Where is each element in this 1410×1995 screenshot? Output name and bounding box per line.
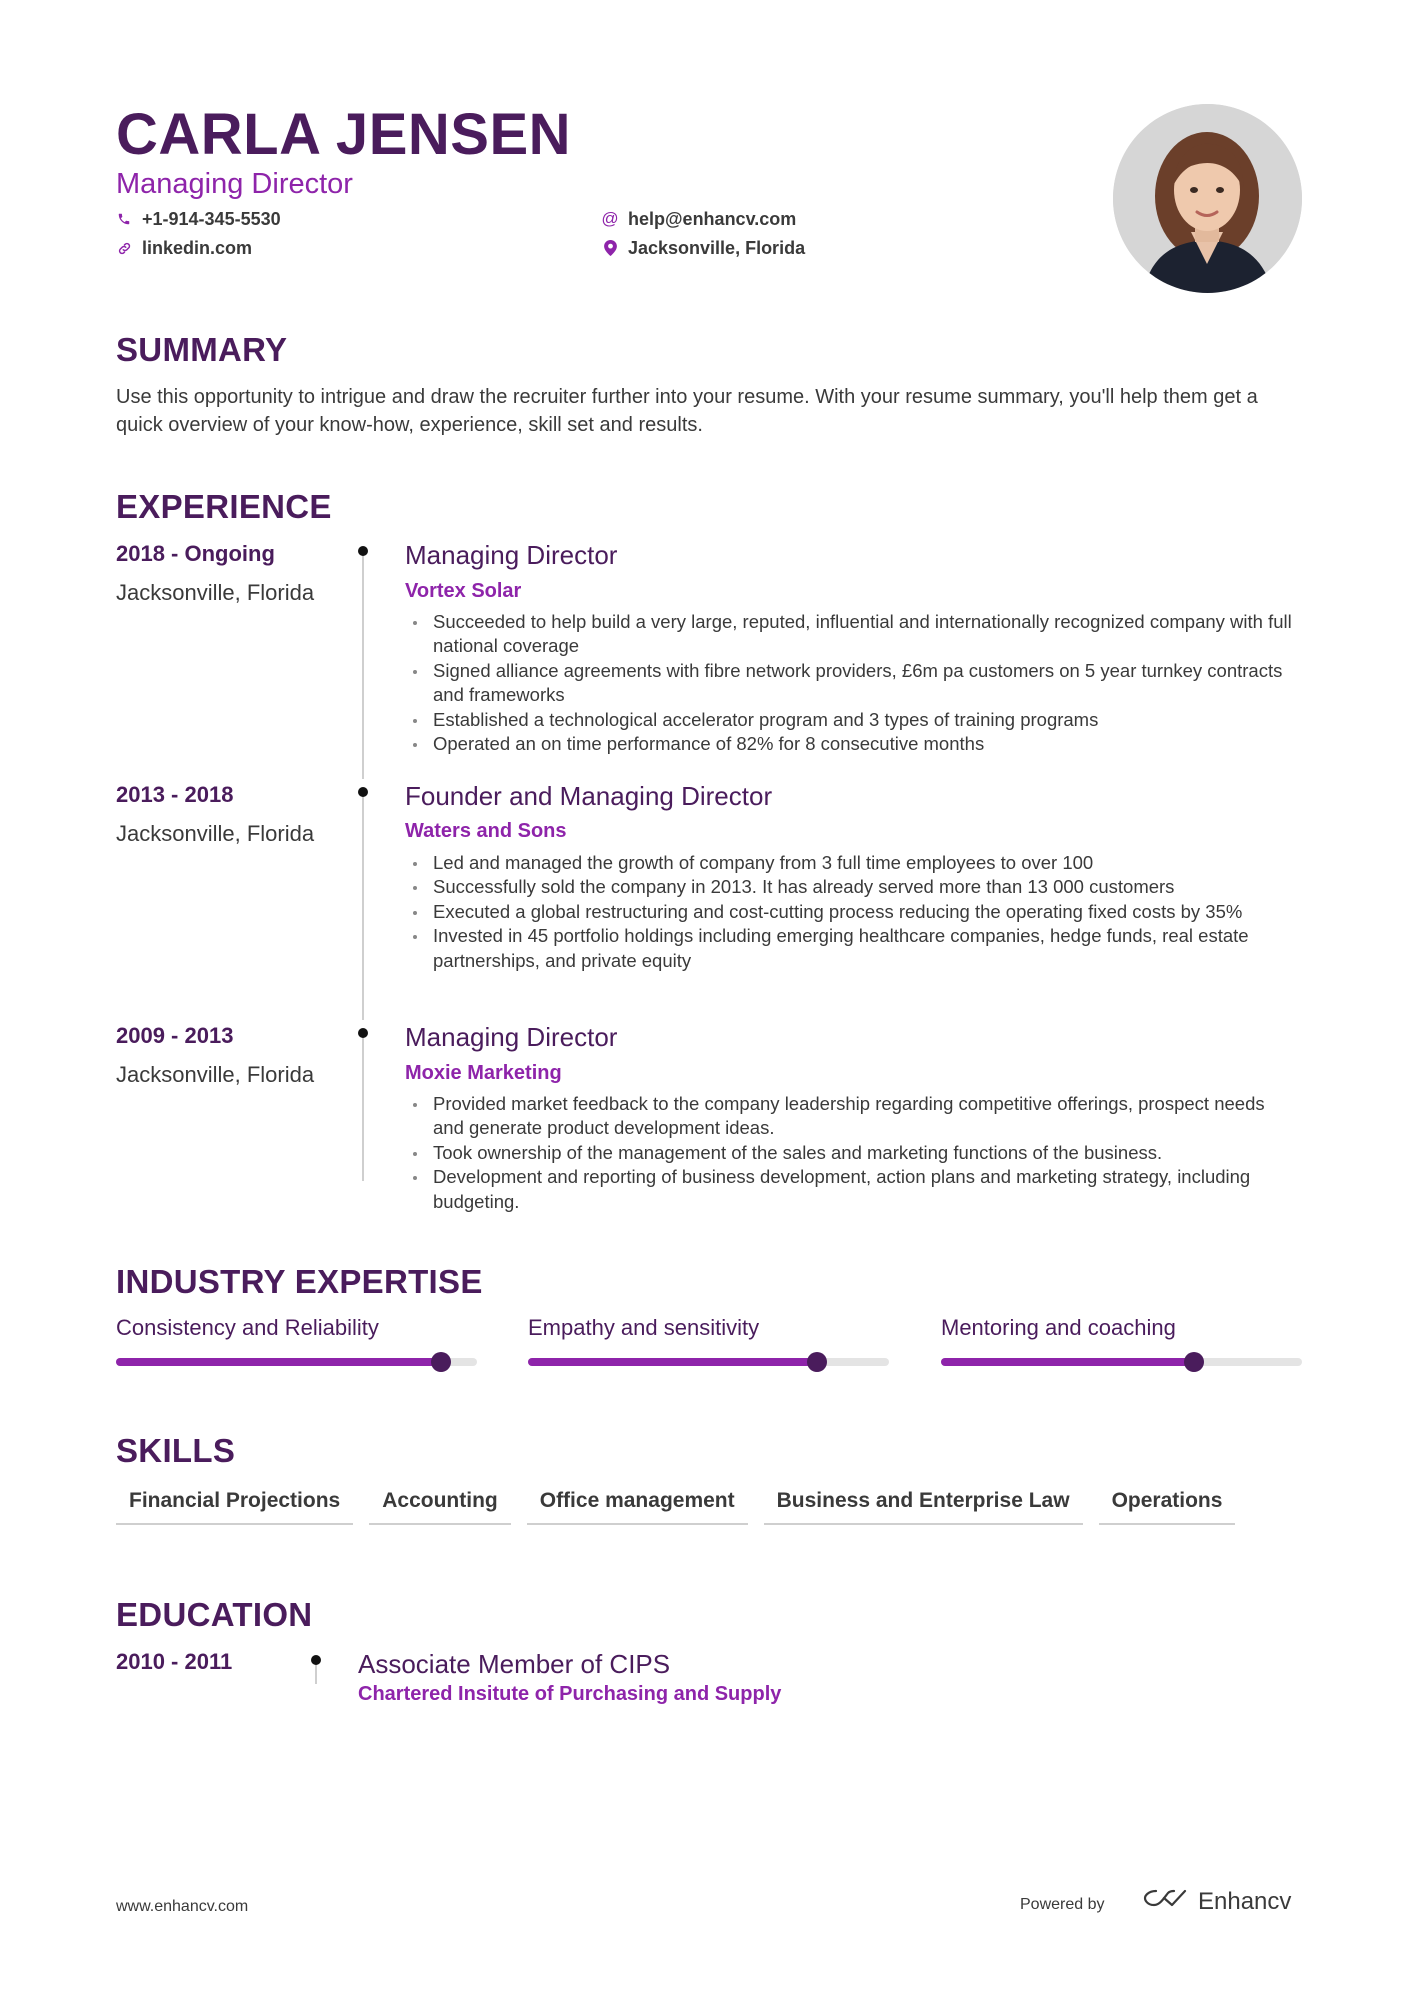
- job-title: Managing Director: [405, 540, 618, 570]
- timeline-dot: [358, 546, 368, 556]
- job-location: Jacksonville, Florida: [116, 821, 315, 846]
- linkedin-text[interactable]: linkedin.com: [142, 238, 253, 258]
- job-bullet: Took ownership of the management of the sales and marketing functions of the business.: [405, 1141, 1295, 1165]
- timeline-line: [362, 553, 364, 779]
- expertise-bar-fill: [528, 1358, 817, 1366]
- timeline-dot: [358, 787, 368, 797]
- skill-tag: Accounting: [369, 1484, 511, 1525]
- profile-photo: [1113, 104, 1302, 293]
- candidate-title: Managing Director: [116, 168, 353, 200]
- timeline-dot: [311, 1655, 321, 1665]
- skill-tag: Office management: [527, 1484, 748, 1525]
- expertise-bar: [941, 1358, 1302, 1366]
- enhancv-logo-icon: [1142, 1887, 1188, 1917]
- job-title: Founder and Managing Director: [405, 781, 773, 811]
- link-icon: [116, 240, 132, 256]
- education-heading: EDUCATION: [116, 1596, 313, 1633]
- summary-heading: SUMMARY: [116, 331, 288, 368]
- expertise-bar: [528, 1358, 889, 1366]
- education-date: 2010 - 2011: [116, 1649, 233, 1674]
- skill-tag: Business and Enterprise Law: [764, 1484, 1083, 1525]
- contact-linkedin[interactable]: [116, 237, 252, 259]
- job-date: 2013 - 2018: [116, 782, 234, 807]
- timeline-dot: [358, 1028, 368, 1038]
- job-company: Moxie Marketing: [405, 1062, 562, 1084]
- expertise-bar-knob: [431, 1352, 451, 1372]
- contact-phone: [116, 208, 281, 230]
- job-bullet: Operated an on time performance of 82% for 8 consecutive months: [405, 732, 1295, 756]
- email-text[interactable]: help@enhancv.com: [628, 209, 797, 229]
- job-date: 2009 - 2013: [116, 1023, 234, 1048]
- footer-brand[interactable]: [1142, 1887, 1291, 1917]
- job-bullets: [405, 851, 1295, 973]
- expertise-label: Empathy and sensitivity: [528, 1315, 760, 1340]
- expertise-bar-fill: [116, 1358, 441, 1366]
- expertise-heading: INDUSTRY EXPERTISE: [116, 1263, 483, 1300]
- skills-heading: SKILLS: [116, 1432, 236, 1469]
- resume-page: [116, 0, 1302, 1995]
- job-bullet: Signed alliance agreements with fibre network providers, £6m pa customers on 5 year turnkey contracts and frameworks: [405, 659, 1295, 708]
- expertise-item: [528, 1314, 889, 1366]
- job-bullet: Established a technological accelerator program and 3 types of training programs: [405, 708, 1295, 732]
- skills-list: [116, 1484, 1235, 1525]
- expertise-bar-fill: [941, 1358, 1194, 1366]
- timeline-line: [362, 1035, 364, 1181]
- job-bullets: [405, 1092, 1295, 1214]
- brand-text: Enhancv: [1198, 1888, 1292, 1915]
- job-location: Jacksonville, Florida: [116, 580, 315, 605]
- location-text: Jacksonville, Florida: [628, 238, 806, 258]
- job-bullet: Provided market feedback to the company leadership regarding competitive offerings, prospect needs and generate product development ideas.: [405, 1092, 1295, 1141]
- footer-powered-by: Powered by: [1020, 1896, 1105, 1913]
- expertise-item: [116, 1314, 477, 1366]
- job-company: Vortex Solar: [405, 580, 522, 602]
- expertise-bar: [116, 1358, 477, 1366]
- job-bullet: Executed a global restructuring and cost-cutting process reducing the operating fixed costs by 35%: [405, 900, 1295, 924]
- job-bullets: [405, 610, 1295, 756]
- location-pin-icon: [602, 240, 618, 256]
- timeline-line: [362, 794, 364, 1020]
- expertise-bar-knob: [807, 1352, 827, 1372]
- job-company: Waters and Sons: [405, 820, 567, 842]
- job-date: 2018 - Ongoing: [116, 541, 275, 566]
- candidate-name: CARLA JENSEN: [116, 102, 572, 167]
- summary-text: Use this opportunity to intrigue and draw the recruiter further into your resume. With your resume summary, you'll help them get a quick overview of your know-how, experience, skill set and results.: [116, 386, 1258, 436]
- skill-tag: Financial Projections: [116, 1484, 353, 1525]
- expertise-label: Mentoring and coaching: [941, 1315, 1176, 1340]
- job-bullet: Led and managed the growth of company from 3 full time employees to over 100: [405, 851, 1295, 875]
- job-bullet: Development and reporting of business development, action plans and marketing strategy, including budgeting.: [405, 1165, 1295, 1214]
- job-title: Managing Director: [405, 1022, 618, 1052]
- job-bullet: Successfully sold the company in 2013. It has already served more than 13 000 customers: [405, 875, 1295, 899]
- experience-heading: EXPERIENCE: [116, 488, 332, 525]
- phone-icon: [116, 211, 132, 227]
- footer-website[interactable]: www.enhancv.com: [116, 1898, 249, 1915]
- expertise-label: Consistency and Reliability: [116, 1315, 379, 1340]
- expertise-item: [941, 1314, 1302, 1366]
- job-location: Jacksonville, Florida: [116, 1062, 315, 1087]
- contact-location: [602, 237, 805, 259]
- education-degree: Associate Member of CIPS: [358, 1649, 671, 1679]
- job-bullet: Succeeded to help build a very large, reputed, influential and internationally recognized company with full national coverage: [405, 610, 1295, 659]
- expertise-bar-knob: [1184, 1352, 1204, 1372]
- skill-tag: Operations: [1099, 1484, 1236, 1525]
- contact-email[interactable]: [602, 208, 796, 230]
- at-icon: @: [601, 209, 619, 228]
- education-school: Chartered Insitute of Purchasing and Supply: [358, 1683, 782, 1705]
- job-bullet: Invested in 45 portfolio holdings including emerging healthcare companies, hedge funds, real estate partnerships, and private equity: [405, 924, 1295, 973]
- phone-text: +1-914-345-5530: [142, 209, 281, 229]
